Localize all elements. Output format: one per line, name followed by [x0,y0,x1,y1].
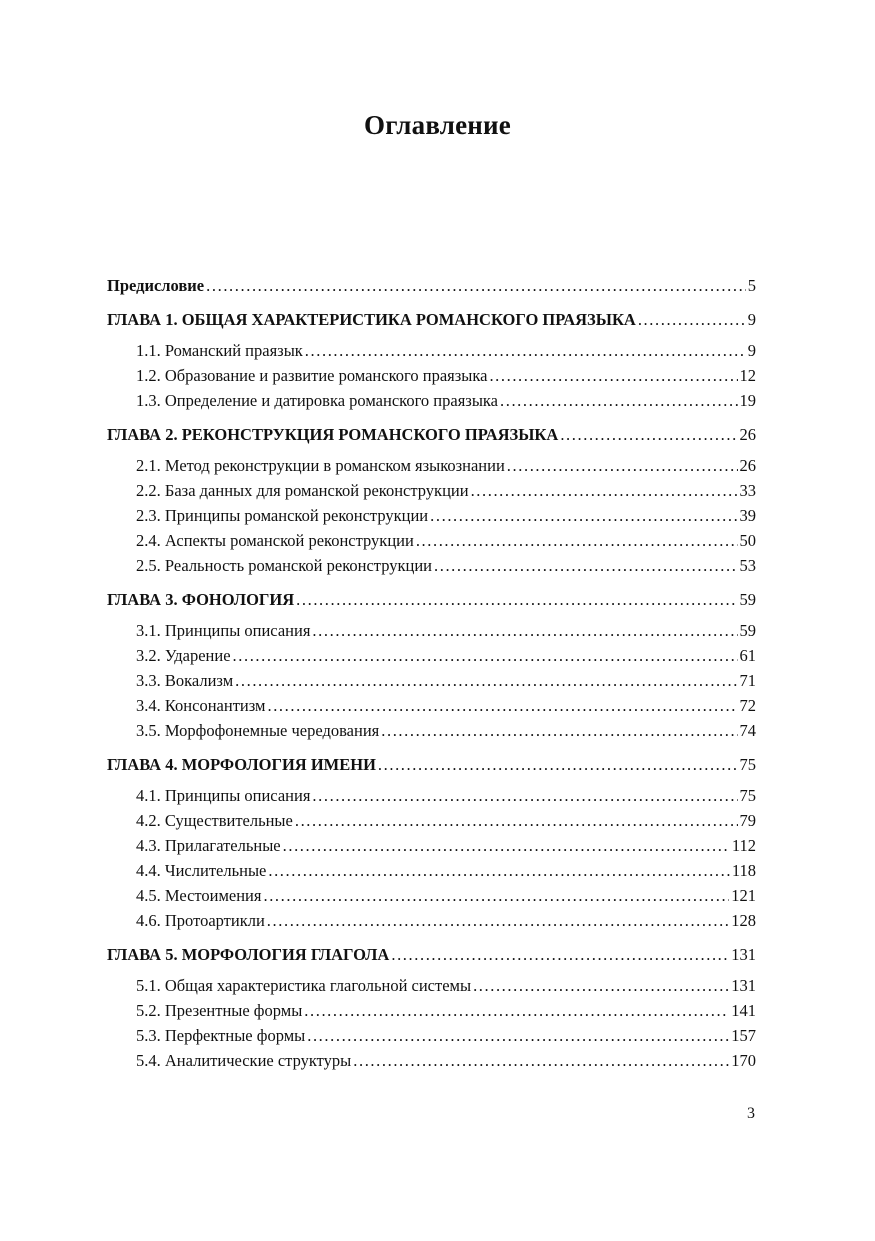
toc-entry-label: 4.5. Местоимения [136,886,262,905]
toc-entry-page: 26 [739,456,756,475]
toc-entry-label: 4.1. Принципы описания [136,786,311,805]
toc-entry-page: 33 [739,481,756,500]
toc-entry-label: 2.3. Принципы романской реконструкции [136,506,429,525]
toc-entry-page: 26 [739,425,756,444]
toc-entry-section [107,478,756,503]
dot-leader [307,1023,729,1048]
toc-entry-page: 12 [739,366,756,385]
toc-entry-label: 4.4. Числительные [136,861,267,880]
toc-entry-chapter [107,307,756,332]
toc-entry-section [107,783,756,808]
toc-entry-section [107,503,756,528]
dot-leader [500,388,738,413]
toc-entry-label: 3.5. Морфофонемные чередования [136,721,380,740]
toc-entry-section [107,808,756,833]
toc-entry-section [107,338,756,363]
toc-entry-chapter [107,422,756,447]
dot-leader [353,1048,729,1073]
toc-entry-label: ГЛАВА 2. РЕКОНСТРУКЦИЯ РОМАНСКОГО ПРАЯЗЫКА [107,425,559,444]
toc-entry-label: 3.3. Вокализм [136,671,234,690]
table-of-contents [107,273,756,1073]
toc-entry-page: 71 [739,671,756,690]
dot-leader [473,973,729,998]
dot-leader [304,998,729,1023]
toc-entry-page: 141 [731,1001,756,1020]
toc-entry-page: 112 [731,836,756,855]
dot-leader [295,808,738,833]
toc-entry-page: 19 [739,391,756,410]
dot-leader [560,422,737,447]
toc-entry-section [107,973,756,998]
toc-entry-label: 2.2. База данных для романской реконструкции [136,481,469,500]
page-number: 3 [747,1105,755,1122]
toc-entry-page: 118 [731,861,756,880]
dot-leader [235,668,737,693]
toc-entry-section [107,998,756,1023]
toc-entry-page: 9 [747,310,756,329]
toc-entry-section [107,1023,756,1048]
toc-entry-section [107,553,756,578]
toc-entry-label: ГЛАВА 5. МОРФОЛОГИЯ ГЛАГОЛА [107,945,390,964]
toc-entry-label: Предисловие [107,276,205,295]
toc-entry-label: 5.2. Презентные формы [136,1001,303,1020]
toc-entry-page: 61 [739,646,756,665]
dot-leader [312,618,737,643]
toc-entry-label: 3.1. Принципы описания [136,621,311,640]
toc-entry-label: 1.2. Образование и развитие романского праязыка [136,366,488,385]
toc-entry-label: 2.4. Аспекты романской реконструкции [136,531,414,550]
dot-leader [206,273,746,298]
dot-leader [391,942,729,967]
toc-entry-page: 39 [739,506,756,525]
dot-leader [263,883,729,908]
toc-entry-chapter [107,942,756,967]
dot-leader [378,752,738,777]
toc-entry-section [107,833,756,858]
toc-entry-page: 9 [747,341,756,360]
dot-leader [305,338,746,363]
toc-entry-page: 5 [747,276,756,295]
dot-leader [312,783,737,808]
dot-leader [296,587,737,612]
toc-entry-section [107,363,756,388]
page-title: Оглавление [364,110,511,140]
toc-entry-section [107,718,756,743]
dot-leader [638,307,746,332]
toc-entry-page: 72 [739,696,756,715]
toc-entry-chapter [107,752,756,777]
toc-entry-preface [107,273,756,298]
toc-entry-section [107,858,756,883]
dot-leader [267,693,737,718]
toc-entry-page: 59 [739,621,756,640]
toc-entry-page: 131 [731,945,756,964]
toc-entry-page: 79 [739,811,756,830]
toc-entry-label: ГЛАВА 4. МОРФОЛОГИЯ ИМЕНИ [107,755,376,774]
toc-entry-page: 170 [731,1051,756,1070]
toc-entry-label: 2.1. Метод реконструкции в романском языкознании [136,456,505,475]
toc-entry-label: 4.6. Протоартикли [136,911,265,930]
dot-leader [283,833,730,858]
toc-entry-section [107,388,756,413]
dot-leader [233,643,738,668]
toc-entry-chapter [107,587,756,612]
dot-leader [434,553,738,578]
toc-entry-label: 1.1. Романский праязык [136,341,303,360]
toc-entry-section [107,668,756,693]
toc-entry-section [107,643,756,668]
dot-leader [489,363,737,388]
dot-leader [471,478,738,503]
toc-entry-label: 3.2. Ударение [136,646,231,665]
toc-entry-label: 4.3. Прилагательные [136,836,281,855]
dot-leader [430,503,737,528]
dot-leader [416,528,738,553]
toc-entry-section [107,618,756,643]
toc-entry-page: 75 [739,755,756,774]
dot-leader [267,908,729,933]
toc-entry-page: 50 [739,531,756,550]
toc-entry-page: 157 [731,1026,756,1045]
toc-entry-page: 121 [731,886,756,905]
toc-entry-label: 3.4. Консонантизм [136,696,266,715]
toc-entry-label: 5.1. Общая характеристика глагольной системы [136,976,472,995]
toc-entry-section [107,693,756,718]
dot-leader [507,453,738,478]
toc-entry-label: 5.4. Аналитические структуры [136,1051,352,1070]
toc-entry-page: 53 [739,556,756,575]
toc-entry-label: 1.3. Определение и датировка романского праязыка [136,391,498,410]
toc-entry-page: 59 [739,590,756,609]
toc-entry-page: 75 [739,786,756,805]
toc-entry-page: 128 [731,911,756,930]
toc-entry-label: 5.3. Перфектные формы [136,1026,306,1045]
toc-entry-label: 4.2. Существительные [136,811,293,830]
toc-entry-label: 2.5. Реальность романской реконструкции [136,556,432,575]
toc-entry-section [107,908,756,933]
toc-entry-section [107,453,756,478]
toc-entry-section [107,1048,756,1073]
toc-entry-section [107,528,756,553]
toc-entry-section [107,883,756,908]
dot-leader [381,718,737,743]
toc-entry-page: 131 [731,976,756,995]
dot-leader [268,858,730,883]
toc-entry-page: 74 [739,721,756,740]
toc-entry-label: ГЛАВА 1. ОБЩАЯ ХАРАКТЕРИСТИКА РОМАНСКОГО ПРАЯЗЫКА [107,310,636,329]
toc-entry-label: ГЛАВА 3. ФОНОЛОГИЯ [107,590,295,609]
